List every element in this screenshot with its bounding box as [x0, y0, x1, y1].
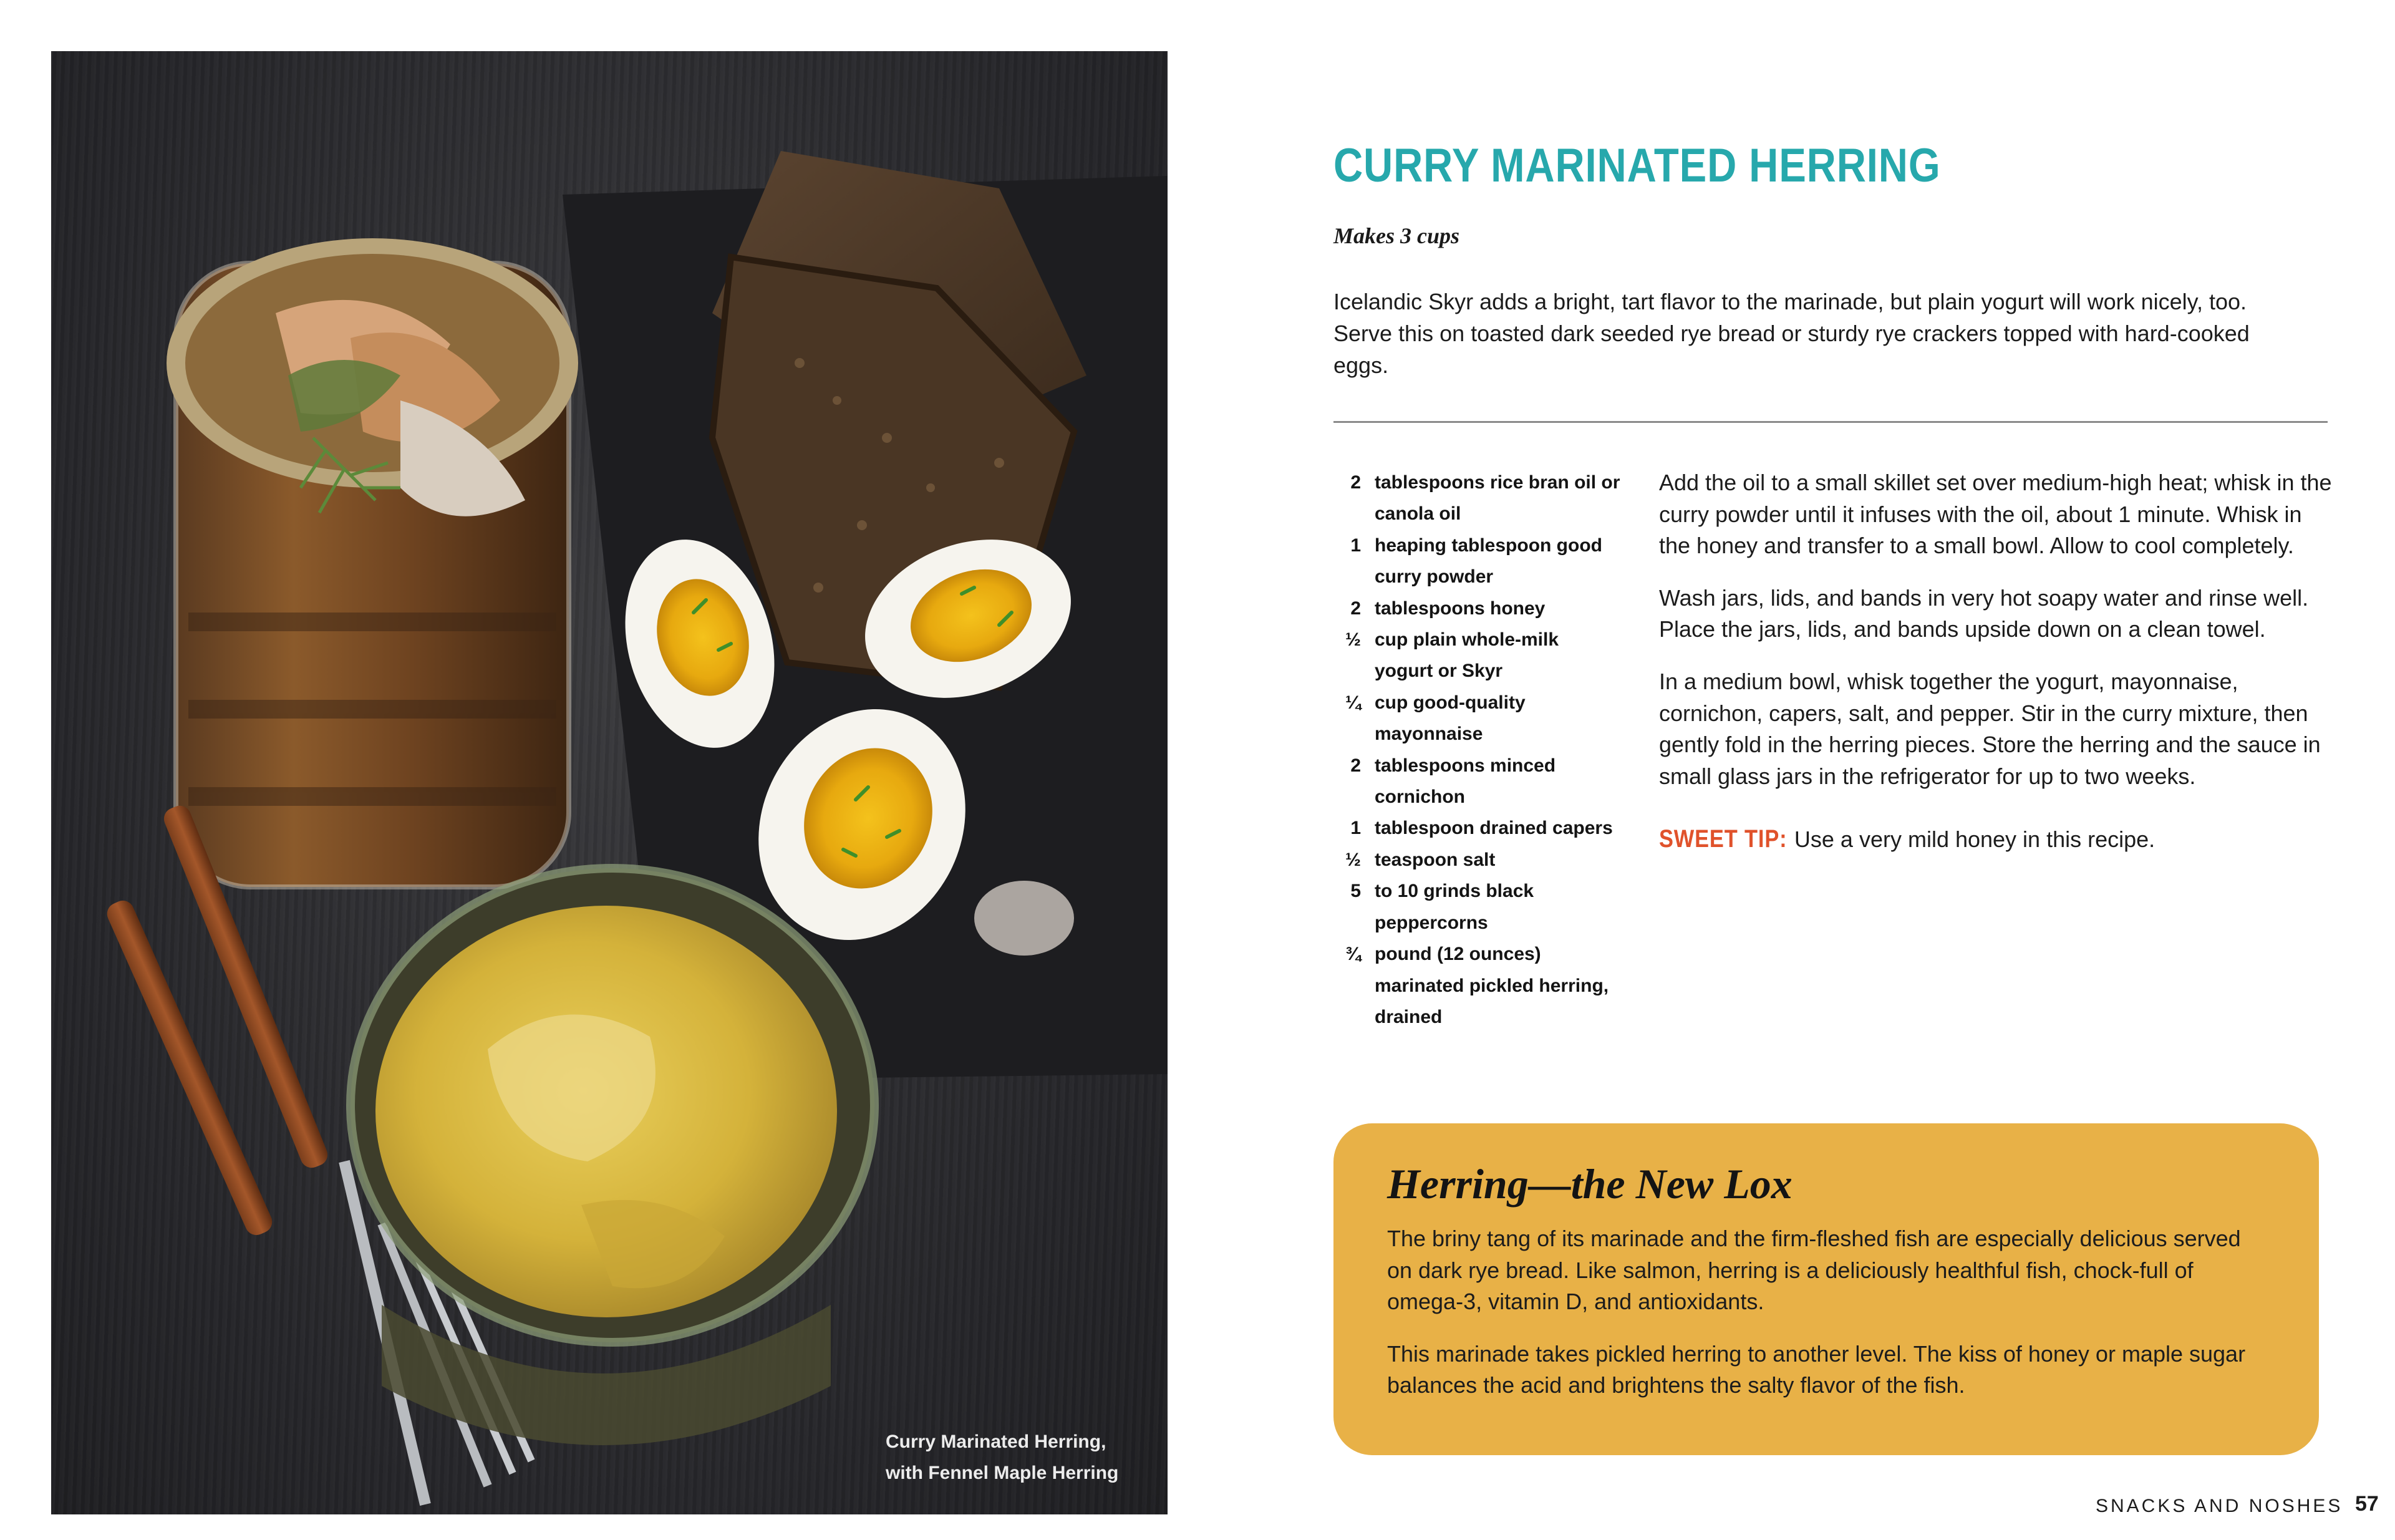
ingredient-quantity: ½ [1345, 629, 1361, 651]
ingredient-item [1333, 467, 1620, 530]
photo-caption [886, 1426, 1154, 1489]
ingredient-item [1333, 750, 1620, 813]
photo-caption-line: with Fennel Maple Herring [886, 1463, 1119, 1483]
sweet-tip [1659, 823, 2333, 855]
sea-salt [974, 881, 1074, 956]
photo-caption-line: Curry Marinated Herring, [886, 1431, 1106, 1452]
sweet-tip-text: Use a very mild honey in this recipe. [1794, 826, 2156, 853]
photo-illustration [51, 51, 1168, 1514]
ingredient-text: tablespoons minced cornichon [1375, 755, 1556, 808]
ingredient-item [1333, 593, 1620, 624]
ingredient-item [1333, 845, 1620, 876]
sweet-tip-label: SWEET TIP: [1659, 825, 1788, 853]
recipe-title: CURRY MARINATED HERRING [1333, 139, 1941, 192]
ingredient-item [1333, 687, 1620, 750]
ingredient-list [1333, 467, 1620, 1033]
method-step: Add the oil to a small skillet set over medium-high heat; whisk in the curry powder until it infuses with the oil, about 1 minute. Whisk in the honey and transfer to a small bowl. Allow to cool completely. [1659, 470, 2332, 559]
recipe-photo [51, 51, 1168, 1514]
sidebar-paragraph: The briny tang of its marinade and the firm-fleshed fish are especially delicious served on dark rye bread. Like salmon, herring is a deliciously healthful fish, chock-full of omega-3, vitamin D, and antioxidants. [1387, 1226, 2241, 1315]
section-divider [1333, 421, 2328, 423]
ingredient-quantity: 2 [1350, 598, 1361, 619]
ingredient-item [1333, 624, 1620, 687]
ingredient-text: to 10 grinds black peppercorns [1375, 881, 1534, 933]
running-footer: SNACKS AND NOSHES [2096, 1496, 2343, 1516]
ingredient-text: cup plain whole-milk yogurt or Skyr [1375, 629, 1559, 682]
page-number: 57 [2355, 1492, 2379, 1516]
sidebar-title: Herring—the New Lox [1387, 1160, 1793, 1208]
ingredient-item [1333, 530, 1620, 593]
ingredient-quantity: ¾ [1345, 944, 1361, 965]
ingredient-text: tablespoons rice bran oil or canola oil [1375, 472, 1620, 525]
method-step: Wash jars, lids, and bands in very hot soapy water and rinse well. Place the jars, lids, and bands upside down on a clean towel. [1659, 584, 2309, 642]
ingredient-item [1333, 813, 1620, 844]
ingredient-quantity: ½ [1345, 849, 1361, 870]
ingredient-text: teaspoon salt [1375, 849, 1496, 870]
method-step: In a medium bowl, whisk together the yogurt, mayonnaise, cornichon, capers, salt, and pepper. Stir in the curry mixture, then gently fold in the herring pieces. Store the herring and the sauce in small glass jars in the refrigerator for up to two weeks. [1659, 668, 2321, 789]
ingredient-text: cup good-quality mayonnaise [1375, 692, 1526, 745]
ingredient-quantity: 2 [1350, 472, 1361, 493]
ingredient-text: pound (12 ounces) marinated pickled herring, drained [1375, 944, 1609, 1027]
ingredient-quantity: 1 [1350, 535, 1361, 556]
recipe-intro: Icelandic Skyr adds a bright, tart flavor to the marinade, but plain yogurt will work nicely, too. Serve this on toasted dark seeded rye bread or sturdy rye crackers topped with hard-cooked eggs. [1333, 289, 2250, 378]
ingredient-text: tablespoons honey [1375, 598, 1546, 619]
herring-jar [167, 238, 578, 887]
sidebar-box [1333, 1123, 2319, 1455]
sidebar-body [1387, 1223, 2260, 1422]
recipe-yield: Makes 3 cups [1333, 223, 1460, 248]
ingredient-item [1333, 939, 1620, 1033]
method-steps [1659, 467, 2333, 855]
curry-herring-jar [351, 868, 874, 1445]
ingredient-quantity: ¼ [1345, 692, 1361, 713]
ingredient-quantity: 5 [1350, 881, 1361, 902]
ingredient-text: heaping tablespoon good curry powder [1375, 535, 1602, 588]
ingredient-quantity: 1 [1350, 818, 1361, 839]
ingredient-quantity: 2 [1350, 755, 1361, 776]
sidebar-paragraph: This marinade takes pickled herring to another level. The kiss of honey or maple sugar balances the acid and brightens the salty flavor of the fish. [1387, 1340, 2246, 1398]
ingredient-text: tablespoon drained capers [1375, 818, 1613, 839]
ingredient-item [1333, 876, 1620, 939]
